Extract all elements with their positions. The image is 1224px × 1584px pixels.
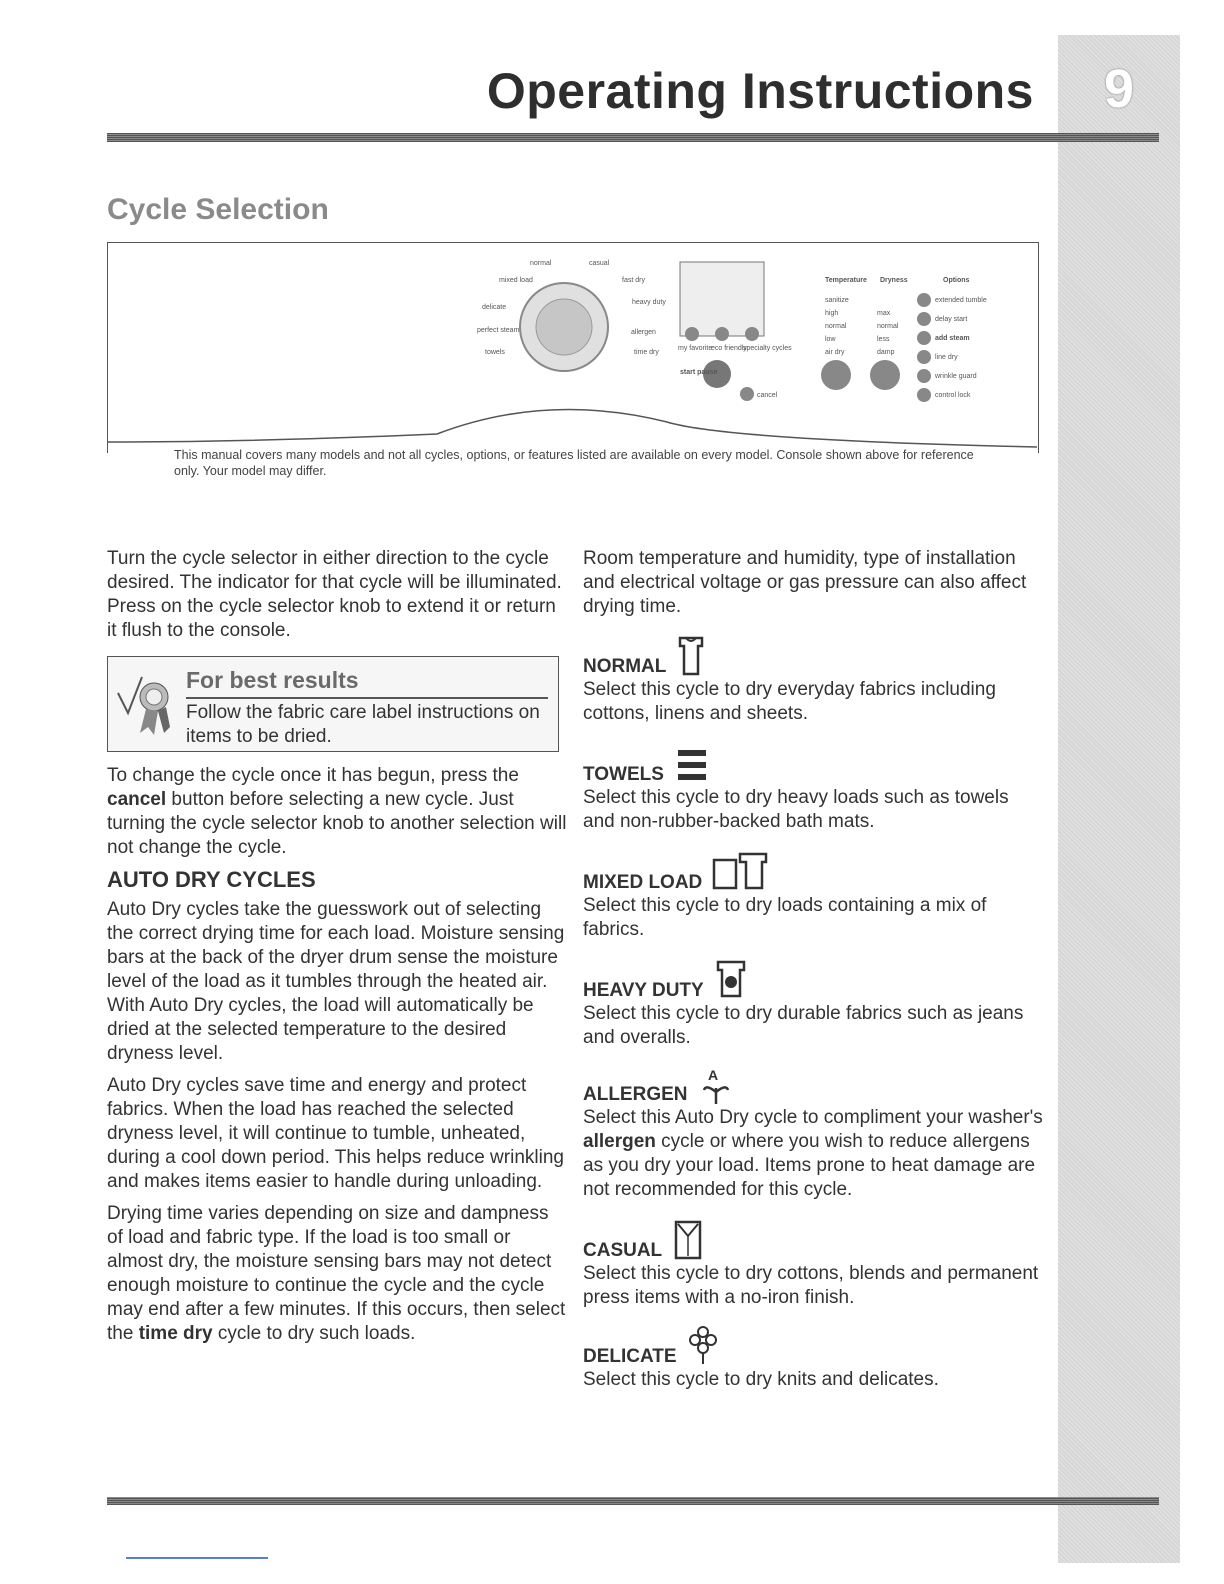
cycle-description: Select this cycle to dry everyday fabrics including cottons, linens and sheets. [583,679,996,724]
cycle-allergen [583,1060,1043,1202]
cycle-name: TOWELS [583,764,664,785]
time-dry-term: time dry [138,1323,213,1344]
dryness-header: Dryness [880,277,908,284]
cycle-description: Select this cycle to dry cottons, blends and permanent press items with a no-iron finish. [583,1263,1039,1308]
svg-text:A: A [707,1067,718,1083]
svg-text:less: less [877,336,890,343]
svg-text:damp: damp [877,349,895,356]
display-screen [680,262,764,336]
svg-text:eco friendly: eco friendly [711,345,747,352]
auto-dry-heading: AUTO DRY CYCLES [107,867,316,892]
cycle-mixed-load [583,848,1043,942]
cycle-name: NORMAL [583,656,667,677]
svg-text:delay start: delay start [935,316,968,323]
page-tab [1058,35,1180,1563]
console-drawing [107,242,1037,457]
cycle-description: Select this cycle to dry loads containing a mix of fabrics. [583,895,987,940]
svg-text:max: max [877,310,891,317]
svg-text:normal: normal [825,323,847,330]
cycle-heavy-duty [583,956,1043,1050]
svg-text:wrinkle guard: wrinkle guard [935,373,977,380]
right-column [583,547,1043,627]
dial-label-fast: fast dry [622,277,645,284]
best-results-rule [186,697,548,699]
options-header: Options [943,277,970,284]
footer-link-underline [126,1557,268,1559]
svg-text:cancel: cancel [757,392,778,399]
cycle-name: CASUAL [583,1240,663,1261]
top-rule [107,133,1159,142]
eco-friendly-button [715,327,729,341]
svg-text:my favorite: my favorite [678,345,713,352]
cycle-name: DELICATE [583,1346,677,1367]
best-results-body: Follow the fabric care label instructions on items to be dried. [186,702,540,747]
cycle-normal [583,632,1043,726]
dial-label-towels: towels [485,349,505,356]
dial-label-allergen: allergen [631,329,656,336]
change-cycle-paragraph: To change the cycle once it has begun, press the cancel button before selecting a new cycle. Just turning the cycle selector knob to another selection will not change the cycle. [107,765,567,858]
left-column [107,547,567,651]
cancel-term: cancel [107,789,167,810]
cycle-description: Select this cycle to dry knits and delicates. [583,1369,939,1390]
mixed-load-icon [710,848,774,894]
page-number: 9 [1103,59,1135,119]
section-title: Cycle Selection [107,193,329,226]
svg-text:start pause: start pause [680,369,718,376]
dial-label-casual: casual [589,260,610,267]
svg-text:specialty cycles: specialty cycles [743,345,792,352]
casual-icon [670,1216,706,1262]
svg-text:extended tumble: extended tumble [935,297,987,304]
auto-dry-paragraph-2: Auto Dry cycles save time and energy and protect fabrics. When the load has reached the selected dryness level, it will continue to tumble, unheated, during a cool down period. This helps reduce wrinkling and makes items easier to handle during unloading. [107,1075,564,1192]
cycle-description: Select this Auto Dry cycle to compliment your washer's allergen cycle or where you wish to reduce allergens as you dry your load. Items prone to heat damage are not recommended for this cycle. [583,1107,1043,1200]
auto-dry-paragraph-1: Auto Dry cycles take the guesswork out of selecting the correct drying time for each load. Moisture sensing bars at the back of the dryer drum sense the moisture level of the load as it tumbles through the heated air. With Auto Dry cycles, the load will automatically be dried at the selected temperature to the desired dryness level. [107,899,565,1064]
cycle-description: Select this cycle to dry durable fabrics such as jeans and overalls. [583,1003,1024,1048]
temperature-header: Temperature [825,277,867,284]
svg-text:low: low [825,336,836,343]
drying-factors-paragraph: Room temperature and humidity, type of installation and electrical voltage or gas pressure can also affect drying time. [583,548,1027,617]
dial-label-delicate: delicate [482,304,507,311]
my-favorite-button [685,327,699,341]
console-note: This manual covers many models and not all cycles, options, or features listed are available on every model. Console shown above for reference only. Your model may differ. [174,448,974,478]
cycle-description: Select this cycle to dry heavy loads such as towels and non-rubber-backed bath mats. [583,787,1009,832]
shirt-icon [674,632,708,678]
cycle-name: ALLERGEN [583,1084,688,1105]
auto-dry-paragraph-3: Drying time varies depending on size and dampness of load and fabric type. If the load is too small or almost dry, the moisture sensing bars may not detect enough moisture to continue the cycle and the cycle may end after a few minutes. If this occurs, then select the time dry cycle to dry such loads. [107,1203,566,1344]
allergen-icon [696,1060,736,1106]
towels-icon [672,740,712,786]
dial-label-steam: perfect steam [477,327,520,334]
svg-text:air dry: air dry [825,349,845,356]
svg-text:add steam: add steam [935,335,970,342]
cancel-button [740,387,754,401]
intro-paragraph: Turn the cycle selector in either direction to the cycle desired. The indicator for that cycle will be illuminated. Press on the cycle selector knob to extend it or return it flush to the console. [107,548,562,641]
cycle-towels [583,740,1043,834]
dryness-button [870,360,900,390]
dial-label-normal: normal [530,260,552,267]
dial-label-mixed: mixed load [499,277,533,284]
svg-text:sanitize: sanitize [825,297,849,304]
dial-label-timedry: time dry [634,349,659,356]
specialty-cycles-button [745,327,759,341]
temperature-button [821,360,851,390]
heavy-duty-icon [712,956,752,1002]
left-column-lower [107,764,567,1354]
best-results-box [107,656,559,752]
allergen-term: allergen [583,1131,656,1152]
cycle-delicate [583,1322,1043,1392]
bottom-rule [107,1497,1159,1505]
best-results-title: For best results [186,667,359,693]
svg-text:normal: normal [877,323,899,330]
cycle-casual [583,1216,1043,1310]
cycle-name: MIXED LOAD [583,872,703,893]
cycle-name: HEAVY DUTY [583,980,704,1001]
page-title: Operating Instructions [486,63,1034,119]
svg-text:control lock: control lock [935,392,971,399]
svg-text:line dry: line dry [935,354,958,361]
svg-text:high: high [825,310,839,317]
ribbon-icon [114,663,180,743]
dial-label-heavy: heavy duty [632,299,666,306]
delicate-icon [685,1322,721,1368]
